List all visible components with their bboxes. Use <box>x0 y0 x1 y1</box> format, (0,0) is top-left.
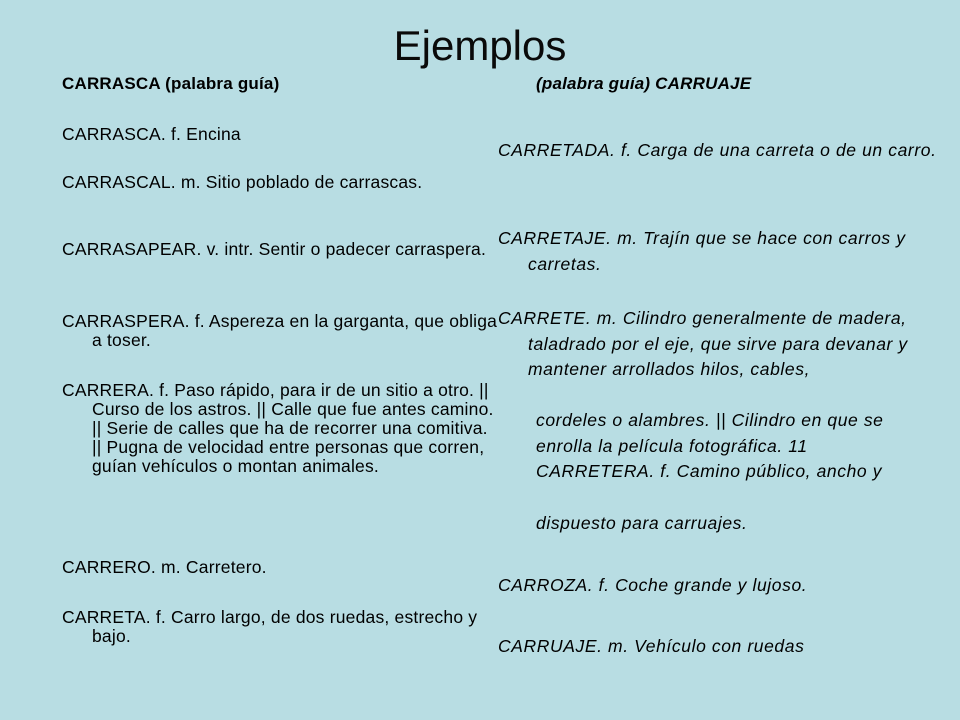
page-title: Ejemplos <box>393 22 567 69</box>
left-guide-word-heading: CARRASCA (palabra guía) <box>62 74 280 93</box>
entry-carrascal: CARRASCAL. m. Sitio poblado de carrascas. <box>62 172 423 192</box>
entry-carrasca: CARRASCA. f. Encina <box>62 124 241 144</box>
entry-carrete-continuation: cordeles o alambres. || Cilindro en que se enrolla la película fotográfica. 11 CARRETERA. f. Camino público, ancho y <box>536 410 884 481</box>
entry-carrero: CARRERO. m. Carretero. <box>62 557 267 577</box>
entry-carretada: CARRETADA. f. Carga de una carreta o de un carro. <box>498 140 937 160</box>
right-guide-word-heading: (palabra guía) CARRUAJE <box>536 74 752 93</box>
entry-carreta: CARRETA. f. Carro largo, de dos ruedas, estrecho y bajo. <box>62 607 478 646</box>
entry-carraspera: CARRASPERA. f. Aspereza en la garganta, que obliga a toser. <box>62 311 498 350</box>
entry-carretaje: CARRETAJE. m. Trajín que se hace con carros y carretas. <box>498 228 906 274</box>
entry-carruaje: CARRUAJE. m. Vehículo con ruedas <box>498 636 805 656</box>
entry-carrera: CARRERA. f. Paso rápido, para ir de un sitio a otro. || Curso de los astros. || Calle que fue antes camino. || Serie de calles que ha de recorrer una comitiva. || Pugna de velocidad entre personas que corren, guían vehículos o montan animales. <box>62 380 494 476</box>
entry-carrete: CARRETE. m. Cilindro generalmente de madera, taladrado por el eje, que sirve para devanar y mantener arrollados hilos, cables, <box>498 308 908 379</box>
entry-carretera-continuation: dispuesto para carruajes. <box>536 513 748 533</box>
entry-carroza: CARROZA. f. Coche grande y lujoso. <box>498 575 808 595</box>
entry-carrasapear: CARRASAPEAR. v. intr. Sentir o padecer carraspera. <box>62 239 487 259</box>
